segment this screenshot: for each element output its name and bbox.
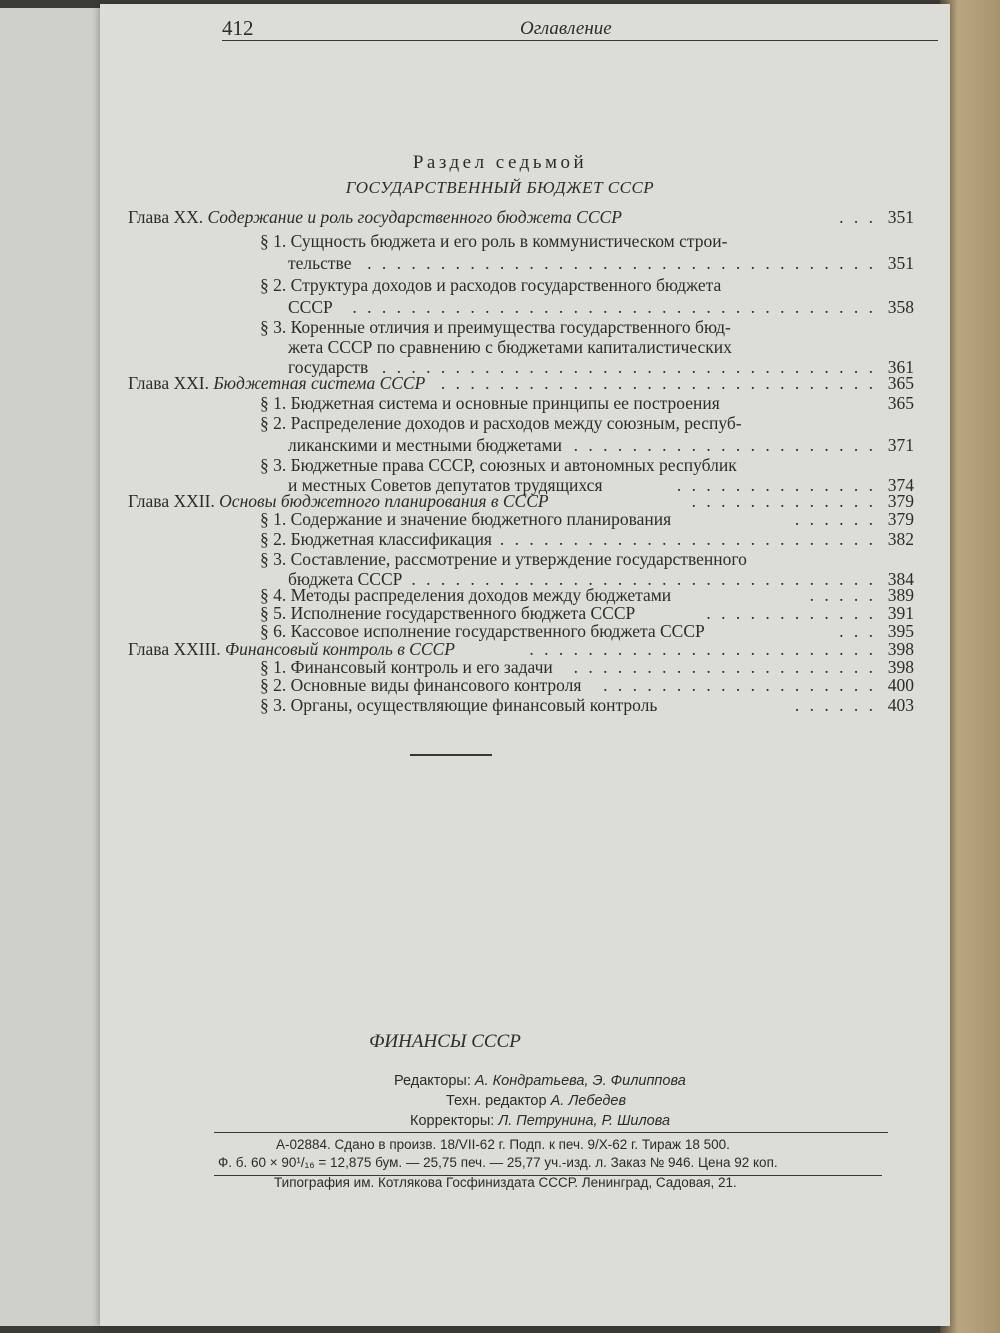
toc-entry-text — [260, 548, 747, 570]
toc-leader-dots: . . . . . . . . . . . . . . . . . . . . . . . . . . . . . . . . . . . — [367, 253, 876, 273]
toc-entry-label: бюджета СССР — [288, 569, 403, 589]
toc-chapter-title: Содержание и роль государственного бюджета СССР — [207, 207, 622, 227]
toc-entry — [128, 674, 914, 696]
toc-entry-label: ликанскими и местными бюджетами — [288, 435, 562, 455]
toc-chapter-title: Финансовый контроль в СССР — [225, 639, 455, 659]
toc-page-number: 361 — [887, 357, 914, 377]
toc-page-number: 351 — [887, 253, 914, 273]
toc-entry-text — [288, 252, 351, 274]
toc-entry-text — [260, 528, 492, 550]
toc-entry-label: Глава XX. — [128, 207, 208, 227]
toc-page-number: 365 — [887, 393, 914, 413]
toc-entry-text — [288, 336, 732, 358]
toc-leader-dots: . . . . . . — [794, 695, 876, 715]
toc-page-number: 384 — [887, 569, 914, 589]
toc-entry-text — [260, 694, 657, 716]
divider — [410, 754, 492, 756]
toc-entry-text — [128, 372, 425, 394]
proofreaders-names: Л. Петрунина, Р. Шилова — [498, 1113, 671, 1129]
toc-entry — [128, 454, 914, 476]
editors-names: А. Кондратьева, Э. Филиппова — [474, 1073, 686, 1089]
toc-page-number: 351 — [887, 207, 914, 227]
toc-leader-dots: . . . — [839, 621, 876, 641]
toc-leader-dots: . . . . . . — [794, 509, 876, 529]
toc-entry-label: Глава XXII. — [128, 491, 220, 511]
toc-entry-text — [260, 392, 720, 414]
toc-page-number: 391 — [887, 603, 914, 623]
toc-leader-dots: . . . . . . . . . . . . — [706, 603, 876, 623]
toc-entry — [128, 274, 914, 296]
toc-entry — [128, 316, 914, 338]
toc-entry — [128, 548, 914, 570]
toc-leader-dots: . . . . . . . . . . . . . . . . . . . . . . . . . . — [499, 529, 876, 549]
toc-entry — [128, 528, 914, 550]
toc-entry-label: § 1. Финансовый контроль и его задачи — [260, 657, 553, 677]
toc-entry-text — [260, 316, 731, 338]
toc-entry — [128, 296, 914, 318]
toc-leader-dots: . . . — [839, 207, 876, 227]
toc-entry-text — [260, 508, 671, 530]
toc-chapter-title: Бюджетная система СССР — [213, 373, 426, 393]
toc-page-number: 395 — [887, 621, 914, 641]
toc-entry-label: тельстве — [288, 253, 352, 273]
toc-entry-label: § 3. Составление, рассмотрение и утверждение государственного — [260, 549, 747, 569]
toc-chapter — [128, 372, 914, 394]
toc-entry-text — [288, 296, 333, 318]
toc-entry-label: § 2. Бюджетная классификация — [260, 529, 492, 549]
toc-page-number: 398 — [887, 657, 914, 677]
toc-entry — [128, 336, 914, 358]
toc-entry-text — [260, 412, 742, 434]
toc-leader-dots: . . . . . . . . . . . . . . . . . . . . . . . . . . . . . . . . . . — [381, 357, 876, 377]
toc-entry-text — [288, 434, 562, 456]
toc-page-number: 365 — [887, 373, 914, 393]
toc-page-number: 374 — [887, 475, 914, 495]
section-heading: Раздел седьмой — [412, 152, 588, 173]
toc-page-number: 379 — [887, 491, 914, 511]
toc-entry-label: § 2. Структура доходов и расходов государственного бюджета — [260, 275, 722, 295]
toc-entry-label: § 3. Коренные отличия и преимущества государственного бюд- — [260, 317, 731, 337]
toc-entry-label: § 6. Кассовое исполнение государственного бюджета СССР — [260, 621, 705, 641]
toc-page-number: 382 — [887, 529, 914, 549]
toc-entry-label: жета СССР по сравнению с бюджетами капиталистических — [288, 337, 732, 357]
toc-entry — [128, 434, 914, 456]
proofreaders-label: Корректоры: — [410, 1113, 499, 1129]
toc-page-number: 379 — [887, 509, 914, 529]
toc-entry-text — [128, 206, 622, 228]
toc-entry-label: Глава XXIII. — [128, 639, 225, 659]
toc-leader-dots: . . . . . . . . . . . . . . . . . . . . . — [573, 657, 876, 677]
imprint-line-1: А-02884. Сдано в произв. 18/VII-62 г. Подп. к печ. 9/X-62 г. Тираж 18 500. — [276, 1137, 730, 1152]
tech-editor-label: Техн. редактор — [446, 1093, 551, 1109]
toc-entry-text — [260, 674, 581, 696]
toc-entry-label: § 2. Основные виды финансового контроля — [260, 675, 582, 695]
toc-entry-label: § 1. Бюджетная система и основные принципы ее построения — [260, 393, 720, 413]
toc-leader-dots: . . . . . . . . . . . . . . . . . . . . . . . . . . . . . . — [440, 373, 876, 393]
toc-entry-label: § 5. Исполнение государственного бюджета СССР — [260, 603, 636, 623]
toc-page-number: 400 — [887, 675, 914, 695]
toc-entry-text — [260, 274, 721, 296]
toc-entry — [128, 508, 914, 530]
toc-entry — [128, 412, 914, 434]
toc-entry-label: Глава XXI. — [128, 373, 214, 393]
toc-entry-label: § 2. Распределение доходов и расходов между союзным, респуб- — [260, 413, 742, 433]
page-number: 412 — [222, 16, 254, 40]
toc-leader-dots: . . . . . . . . . . . . . . . . . . . . . — [573, 435, 876, 455]
toc-entry-label: государств — [288, 357, 369, 377]
imprint-line-3: Типография им. Котлякова Госфиниздата СССР. Ленинград, Садовая, 21. — [274, 1175, 737, 1190]
editors-line — [394, 1073, 686, 1089]
toc-entry-label: § 1. Содержание и значение бюджетного планирования — [260, 509, 672, 529]
imprint-rule-top — [214, 1132, 888, 1133]
toc-entry-label: § 4. Методы распределения доходов между бюджетами — [260, 585, 672, 605]
toc-leader-dots: . . . . . . . . . . . . . . . . . . . . . . . . — [529, 639, 876, 659]
proofreaders-line — [410, 1113, 670, 1129]
toc-entry — [128, 694, 914, 716]
toc-leader-dots: . . . . . . . . . . . . . . . . . . . — [603, 675, 876, 695]
imprint-line-2: Ф. б. 60 × 90¹/₁₆ = 12,875 бум. — 25,75 печ. — 25,77 уч.-изд. л. Заказ № 946. Цена 92 коп. — [218, 1155, 778, 1170]
toc-leader-dots: . . . . . . . . . . . . . . — [676, 475, 876, 495]
tech-editor-line — [446, 1093, 626, 1109]
toc-leader-dots: . . . . . . . . . . . . . — [691, 491, 876, 511]
toc-entry-label: § 3. Бюджетные права СССР, союзных и автономных республик — [260, 455, 737, 475]
toc-page-number: 398 — [887, 639, 914, 659]
toc-page-number: 389 — [887, 585, 914, 605]
toc-page-number: 403 — [887, 695, 914, 715]
toc-page-number: 358 — [887, 297, 914, 317]
page-header — [222, 18, 938, 41]
toc-leader-dots: . . . . . . . . . . . . . . . . . . . . . . . . . . . . . . . . . . . . — [352, 297, 876, 317]
editors-label: Редакторы: — [394, 1073, 475, 1089]
toc-leader-dots: . . . . . . . . . . . . . . . . . . . . . . . . . . . . . . . . — [411, 569, 876, 589]
toc-entry-label: и местных Советов депутатов трудящихся — [288, 475, 603, 495]
toc-leader-dots: . . . . . — [809, 585, 876, 605]
toc-chapter — [128, 206, 914, 228]
toc-chapter-title: Основы бюджетного планирования в СССР — [219, 491, 549, 511]
toc-page-number: 371 — [887, 435, 914, 455]
toc-entry-label: СССР — [288, 297, 333, 317]
toc-entry — [128, 230, 914, 252]
book-title: ФИНАНСЫ СССР — [369, 1031, 521, 1052]
toc-entry-text — [260, 454, 737, 476]
toc-entry-label: § 3. Органы, осуществляющие финансовый контроль — [260, 695, 658, 715]
toc-entry — [128, 392, 914, 414]
section-title: ГОСУДАРСТВЕННЫЙ БЮДЖЕТ СССР — [345, 178, 655, 197]
running-head: Оглавление — [520, 18, 612, 39]
toc-entry-label: § 1. Сущность бюджета и его роль в коммунистическом строи- — [260, 231, 728, 251]
tech-editor-name: А. Лебедев — [550, 1093, 627, 1109]
toc-entry — [128, 252, 914, 274]
toc-entry-text — [260, 230, 727, 252]
